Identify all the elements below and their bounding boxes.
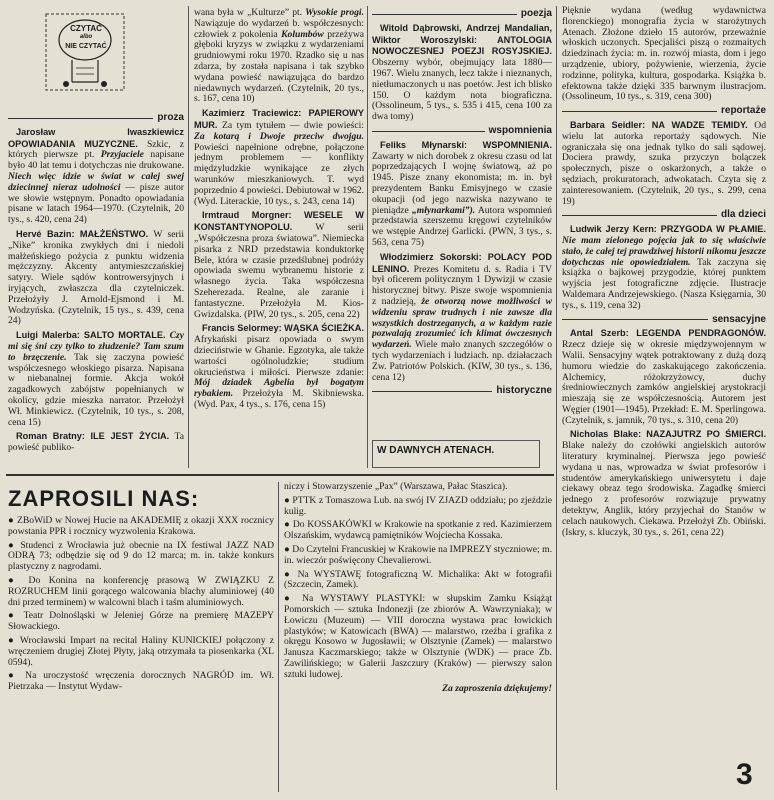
invitation-item: ● Do Konina na konferencję prasową W ZWIĄZKU Z ROZRUCHEM linii gorącego walcowania blachy aluminiowej (40 dni przed terminem) w walcowni blach i taśm aluminiowych. xyxy=(8,574,274,608)
entry-text: Obszerny wybór, obejmujący lata 1880—1967. Wielu znanych, lecz także i nieznanych, nietłumaczonych u nas poetów. Jest ich blisko 150. O każdym nota biograficzna. (Ossolineum, 5 tys., s. 535 i 415, cena 100 za dwa tomy) xyxy=(372,57,552,123)
invitation-item: ● Na WYSTAWY PLASTYKI: w słupskim Zamku Książąt Pomorskich — sztuka Indonezji (ze zbiorów A. Wawrzyniaka); w Łowiczu (Muzeum) — VIII doroczna wystawa prac łowickich plastyków; w Katowicach (BWA) — malarstwo, rzeźba i grafika z okręgu Kosowo w Jugosławii; w Olsztynie (Zamek) — malarstwo Janusza Kaczmarskiego; także w Olsztynie (WDK) — prace Zb. Zawilińskiego; w Galerii Jaszczury (Kraków) — pierwszy salon sztuki ludowej. xyxy=(284,593,552,680)
entry-text: Wiele mało znanych szczegółów o tych wydarzeniach i ludziach. np. działaczach Zw. Patriotów Polskich. (KIW, 30 tys., s. 136, cena 12) xyxy=(372,339,552,383)
review-entry xyxy=(562,328,766,426)
entry-text: Powieści napełnione odrębne, połączone jednym problemem — konflikty międzyludzkie wynikające ze złych warunków mieszkaniowych. T. wyd poprzednio 4 powieści. Debiutował w 1962. (Wyd. Literackie, 10 tys., s. 243, cena 14) xyxy=(194,141,364,207)
column-2 xyxy=(194,8,364,470)
entry-text: — pisze autor we słowie wstępnym. Ponadto opowiadania pisane w latach 1964—1970. (Czytelnik, 20 tys., s. 420, cena 24) xyxy=(8,181,184,226)
read-or-not-logo xyxy=(42,10,128,94)
entry-title: NA WADZE TEMIDY. xyxy=(651,119,748,130)
entry-author: Nicholas Blake: xyxy=(570,429,642,440)
entry-title: NAZAJUTRZ PO ŚMIERCI. xyxy=(646,429,766,440)
review-entry xyxy=(372,140,552,249)
section-header-reportaze xyxy=(562,106,766,117)
review-entry xyxy=(562,429,766,538)
entry-text: Ta powieść publiko- xyxy=(8,431,184,454)
invitation-item: ● Na uroczystość wręczenia dorocznych NAGRÓD im. Wł. Pietrzaka — Instytut Wydaw- xyxy=(8,670,274,693)
entry-quote: Czy mi się śni czy tylko to złudzenie? Tam szum to brzęczenie. xyxy=(8,330,184,363)
entry-text: Za tym tytułem — dwie powieści: xyxy=(222,119,364,131)
section-label: dla dzieci xyxy=(720,209,766,221)
entry-text: Blake należy do czołówki angielskich autorów literatury kryminalnej. Pierwsza jego powieść wydana u nas, wprowadza w świat profesorów i studentów amerykańskiego uniwersytetu i daje ciekawy obraz tego środowiska. Zagadkę śmierci jednego z profesorów rozwiązuje prywatny detektyw, Anglik, który przyjechał do Stanów w celach naukowych. Ciekawa. Przełożył Zb. Obiński. (Iskry, s. kluczyk, 30 tys., s. 261, cena 22) xyxy=(562,440,766,538)
review-entry xyxy=(194,323,364,410)
logo-line-2: albo xyxy=(79,34,93,40)
entry-quote: Mój dziadek Agbelia był bogatym rybakiem. xyxy=(194,377,364,400)
review-entry xyxy=(8,229,184,327)
invitation-item: ● ZBoWiD w Nowej Hucie na AKADEMIĘ z okazji XXX rocznicy powstania PPR i rocznicy wyzwolenia Krakowa. xyxy=(8,516,274,537)
invitation-text: Do Czytelni Francuskiej w Krakowie na IMPREZY styczniowe; m. in. wieczór poświęcony Chevalierowi. xyxy=(284,543,552,566)
entry-quote: że otworzą nowe możliwości w widzeniu spraw trudnych i nie zawsze dla wszystkich dostrzeganych, a w każdym razie pozwalają zrozumieć ich klimat ówczesnych wydarzeń. xyxy=(372,295,552,351)
review-entry xyxy=(372,252,552,384)
invitations-right xyxy=(284,482,552,792)
invitation-text: PTTK z Tomaszowa Lub. na swój IV ZJAZD oddziału; po zjeździe kulig. xyxy=(284,494,552,517)
review-entry xyxy=(372,23,552,123)
entry-quote: Wysokie progi. xyxy=(305,8,364,18)
historical-title-box xyxy=(372,440,540,468)
section-label: historyczne xyxy=(496,385,552,397)
invitation-text: Do Konina na konferencję prasową W ZWIĄZKU Z ROZRUCHEM linii gorącego walcowania blachy aluminiowej (40 dni przed terminem) w walcowni blach i taśm aluminiowych. xyxy=(8,574,274,608)
invitation-text: Do KOSSAKÓWKI w Krakowie na spotkanie z red. Kazimierzem Olszańskim, wydawcą pamiętników Wojciecha Kossaka. xyxy=(284,519,552,542)
entry-title: OPOWIADANIA MUZYCZNE. xyxy=(8,138,138,149)
review-entry xyxy=(8,431,184,454)
section-header-dla-dzieci xyxy=(562,210,766,221)
invitation-item: ● Wrocławski Impart na recital Haliny KUNICKIEJ połączony z wręczeniem drugiej Złotej Płyty, jaką otrzymała ta piosenkarka (XL 0594). xyxy=(8,634,274,668)
entry-author: Feliks Młynarski: xyxy=(380,139,468,150)
entry-text: Nawiązuje do wydarzeń b. współczesnych: człowiek z pokolenia xyxy=(194,17,364,40)
section-divider xyxy=(6,474,554,476)
entry-text: wana była w „Kulturze” pt. xyxy=(194,8,303,18)
entry-title: PRZYGODA W PŁAMIE. xyxy=(660,224,766,235)
review-entry xyxy=(194,108,364,207)
entry-text: Afrykański pisarz opowiada o swym dzieciństwie w Ghanie. Egzotyka, ale także wartości ogólnoludzkie; studium okrucieństwa i miłości. Pierwsze zdanie: xyxy=(194,334,364,378)
invitations-closing: Za zaproszenia dziękujemy! xyxy=(442,682,552,694)
entry-title: ANTOLOGIA NOWOCZESNEJ POEZJI ROSYJSKIEJ. xyxy=(372,34,552,57)
entry-quote: „młynarkami”). xyxy=(412,204,476,216)
review-entry xyxy=(562,120,766,207)
section-label: wspomnienia xyxy=(488,124,552,136)
entry-text: Szkic, z których pierwsze pt. xyxy=(8,138,184,161)
entry-text: Przełożyła M. Skibniewska. (Wyd. Pax, 4 tys., s. 176, cena 15) xyxy=(194,388,364,410)
entry-text: Zawarty w nich dorobek z okresu czasu od lat poprzedzających I wojnę światową, aż po 1945. Pisze znany ekonomista; m. in. był prezydentem Banku Emisyjnego w czasie okupacji (od jego nazwiska nazywano te pieniądze xyxy=(372,150,552,216)
section-header-wspomnienia xyxy=(372,126,552,137)
entry-text: Pięknie wydana (według wydawnictwa florenckiego) monografia życia w starożytnych Atenach. Złożone dzieło 15 autorów, przeważnie włoskich uczonych. Specjaliści piszą o rozmaitych dziedzinach życia: m. in. rozwój miasta, dom i jego urządzenie, ubiory, pożywienie, wierzenia, życie rodzinne, polityka, kultura, gospodarka. Książka b. efektowna także dzięki 335 barwnym ilustracjom. (Ossolineum, 10 tys., s. 319, cena 300) xyxy=(562,6,766,103)
entry-author: Kazimierz Traciewicz: xyxy=(202,108,302,119)
invitation-item: ● Teatr Dolnośląski w Jeleniej Górze na premierę MAZEPY Słowackiego. xyxy=(8,610,274,633)
invitation-item: ● Do KOSSAKÓWKI w Krakowie na spotkanie z red. Kazimierzem Olszańskim, wydawcą pamiętników Wojciecha Kossaka. xyxy=(284,519,552,542)
entry-title: ILE JEST ŻYCIA. xyxy=(90,431,170,442)
entry-author: Włodzimierz Sokorski: xyxy=(380,251,482,262)
entry-author: Ludwik Jerzy Kern: xyxy=(570,224,657,235)
column-4 xyxy=(562,6,766,790)
column-rule xyxy=(188,6,189,468)
column-3 xyxy=(372,6,552,436)
entry-author: Barbara Seidler: xyxy=(570,119,646,130)
section-label: proza xyxy=(157,112,184,123)
invitation-text: niczy i Stowarzyszenie „Pax” (Warszawa, Pałac Staszica). xyxy=(284,482,508,492)
column-rule xyxy=(367,6,368,468)
entry-text: Autora wspomnień przedstawia szerszemu kręgowi czytelników we wstępie Andrzej Garlicki. (PWN, 3 tys., s. 563, cena 75) xyxy=(372,204,552,248)
invitation-item: ● Na WYSTAWĘ fotograficzną W. Michalika: Akt w fotografii (Szczecin, Zamek). xyxy=(284,568,552,591)
entry-text: Prezes Komitetu d. s. Radia i TV był oficerem politycznym 1 Dywizji w czasie historycznej bitwy. Pisze swoje wspomnienia z nadzieją, xyxy=(372,263,552,307)
invitation-item xyxy=(284,482,552,493)
section-label: reportaże xyxy=(720,105,766,117)
logo-line-1: CZYTAĆ xyxy=(70,24,102,33)
invitation-text: Wrocławski Impart na recital Haliny KUNICKIEJ połączony z wręczeniem drugiej Złotej Płyty, jaką otrzymała ta piosenkarka (XL 0594). xyxy=(8,634,274,668)
entry-text: W serii „Współczesna proza światowa”. Niemiecka pisarka z NRD przedstawia konduktorkę Bele, która w czasie przedślubnej podróży opowiada swemu wybranemu historie z własnego życia. Taka współczesna Szeherezada. Realne, ale zaranie i fantastyczne. Przełożyła M. Kios-Gwizdalska. (PIW, 20 tys., s. 205, cena 22) xyxy=(194,222,364,320)
review-entry xyxy=(194,210,364,320)
invitations-left xyxy=(8,516,274,792)
invitation-text: Studenci z Wrocławia już obecnie na IX festiwal JAZZ NAD ODRĄ 73; odbędzie się od 9 do 12 marca; m. in. także konkurs plastyczny z nagrodami. xyxy=(8,539,274,573)
entry-quote: Nie mam zielonego pojęcia jak to się właściwie stało, że całej tej prawdziwej historii nikomu jeszcze dotychczas nie opowiedziałem. xyxy=(562,234,766,268)
invitation-text: Na WYSTAWY PLASTYKI: w słupskim Zamku Książąt Pomorskich — sztuka Indonezji (ze zbiorów A. Wawrzyniaka); w Łowiczu (Muzeum) — VIII doroczna wystawa prac łowickich plastyków; w Katowicach (BWA) — malarstwo, rzeźba i grafika z okręgu Kosowo w Jugosławii; w Olsztynie (Zamek) — malarstwo Janusza Kaczmarskiego; także w Olsztynie (WDK) — prace Zb. Zawilińskiego; w Galerii Jaszczury (Kraków) — pierwszy salon sztuki ludowej. xyxy=(284,593,552,680)
entry-quote: Przyjaciele xyxy=(100,149,144,161)
invitation-text: Na WYSTAWĘ fotograficzną W. Michalika: Akt w fotografii (Szczecin, Zamek). xyxy=(284,568,552,591)
logo-text xyxy=(58,24,114,51)
entry-author: Antal Szerb: xyxy=(570,328,629,339)
section-label: sensacyjne xyxy=(712,313,766,325)
invitation-item: ● PTTK z Tomaszowa Lub. na swój IV ZJAZD oddziału; po zjeździe kulig. xyxy=(284,494,552,517)
entry-title: WSPOMNIENIA. xyxy=(482,139,552,150)
invitation-item: ● Studenci z Wrocławia już obecnie na IX festiwal JAZZ NAD ODRĄ 73; odbędzie się od 9 do 12 marca; m. in. także konkurs plastyczny z nagrodami. xyxy=(8,539,274,573)
section-header-sensacyjne xyxy=(562,315,766,326)
review-entry xyxy=(562,224,766,311)
entry-author: Roman Bratny: xyxy=(16,431,85,442)
entry-title: WĄSKA ŚCIEŻKA. xyxy=(284,323,364,334)
section-header-historyczne xyxy=(372,386,552,397)
column-1 xyxy=(8,110,184,470)
invitation-text: ZBoWiD w Nowej Hucie na AKADEMIĘ z okazji XXX rocznicy powstania PPR i rocznicy wyzwolenia Krakowa. xyxy=(8,516,274,537)
entry-author: Hervé Bazin: xyxy=(16,228,75,239)
entry-quote: Kolumbów xyxy=(281,28,324,40)
review-entry xyxy=(8,127,184,226)
entry-text: przeżywa głęboki kryzys w związku z wydarzeniami grudniowymi roku 1970. Rzadko się u nas zdarza, by została napisana i tak szybko wydana powieść nawiązująca do bardzo niedawnych wydarzeń. (Czytelnik, 20 tys., s. 167, cena 10) xyxy=(194,28,364,105)
review-entry xyxy=(8,330,184,428)
entry-author: Witold Dąbrowski, Andrzej Mandalian, Wiktor Woroszylski: xyxy=(372,22,552,45)
entry-text: napisane było 40 lat temu i dotychczas nie drukowane. xyxy=(8,149,184,172)
entry-title: MAŁŻEŃSTWO. xyxy=(79,228,149,239)
invitation-text: Na uroczystość wręczenia dorocznych NAGRÓD im. Wł. Pietrzaka — Instytut Wydaw- xyxy=(8,670,274,693)
entry-author: Jarosław Iwaszkiewicz xyxy=(16,126,184,137)
review-entry xyxy=(562,6,766,103)
box-title: W DAWNYCH ATENACH. xyxy=(377,445,495,456)
entry-author: Luigi Malerba: xyxy=(16,330,80,341)
invitation-item: ● Do Czytelni Francuskiej w Krakowie na IMPREZY styczniowe; m. in. wieczór poświęcony Chevalierowi. xyxy=(284,543,552,566)
entry-title: WESELE W KONSTANTYNOPOLU. xyxy=(194,210,364,233)
entry-text: Tak się zaczyna powieść współczesnego włoskiego pisarza. Napisana w niebanalnej formie. Akcja wokół zagadkowych zabójstw popełnianych w okolicy, gdzie mieszka narrator. Przełożył Wł. Minkiewicz. (Czytelnik, 10 tys., s. 208, cena 15) xyxy=(8,351,184,428)
entry-author: Irmtraud Morgner: xyxy=(202,210,292,221)
column-rule xyxy=(556,6,557,790)
page-number: 3 xyxy=(736,758,753,791)
logo-line-3: NIE CZYTAĆ xyxy=(65,43,107,50)
entry-text: Rzecz dzieje się w okresie międzywojennym w Walii. Sensacyjny wątek potraktowany z dużą dozą humoru wiedzie do zaskakującego zakończenia. Alchemicy, różokrzyżowcy, duchy średniowiecznych zamków angielskiej arystokracji mieszają się ze współczesnością. Autorem jest Węgier (1901—1945). Przekład: E. M. Sperlingowa. (Czytelnik, s. jamnik, 70 tys., s. 310, cena 20) xyxy=(562,339,766,426)
review-entry xyxy=(194,8,364,105)
entry-title: LEGENDA PENDRAGONÓW. xyxy=(636,328,766,339)
entry-text: Tak zaczyna się książka o bajkowej przygodzie, której punktem wyjścia jest fotograficzne zdjęcie. Ilustracje Waldemara Andrzejewskiego. (Nasza Księgarnia, 30 tys., s. 119, cena 32) xyxy=(562,256,766,311)
entry-title: PAPIEROWY MUR. xyxy=(194,108,364,130)
invitation-text: Teatr Dolnośląski w Jeleniej Górze na premierę MAZEPY Słowackiego. xyxy=(8,610,274,633)
entry-author: Francis Selormey: xyxy=(202,323,282,334)
section-header-poezja xyxy=(372,9,552,20)
invitations-heading: ZAPROSILI NAS: xyxy=(8,486,200,511)
column-rule xyxy=(278,482,279,792)
entry-quote: Niech więc idzie w świat w całej swej dziecinnej nieraz udolności xyxy=(8,170,184,193)
entry-title: SALTO MORTALE. xyxy=(83,330,166,341)
entry-quote: Za kotarą i Dwoje przeciw dwojgu. xyxy=(194,130,364,142)
section-header-proza xyxy=(8,113,184,124)
entry-title: POLACY POD LENINO. xyxy=(372,251,552,274)
entry-text: Od wielu lat autorka reportaży sądowych. Nie ograniczała się ona jednak tylko do sali sądowej. Dociera prawdy, szuka przyczyn bolączek społecznych, pisze o oskarżonych, a także o sędziach, prokuratorach, adwokatach. Czyta się z zainteresowaniem. (Czytelnik, 20 tys., s. 299, cena 19) xyxy=(562,119,766,207)
section-label: poezja xyxy=(520,8,552,19)
entry-text: W serii „Nike” kronika zwykłych dni i niedoli małżeńskiego pożycia z punktu widzenia mężczyzny. Akcenty antymieszczańskiej satyry. Wiele sądów kontrowersyjnych i iryjących, zwłaszcza dla czytelniczek. Przełożyły J. Arnold-Ejsmond i M. Wodzyńska. (Czytelnik, 15 tys., s. 439, cena 24) xyxy=(8,228,184,327)
